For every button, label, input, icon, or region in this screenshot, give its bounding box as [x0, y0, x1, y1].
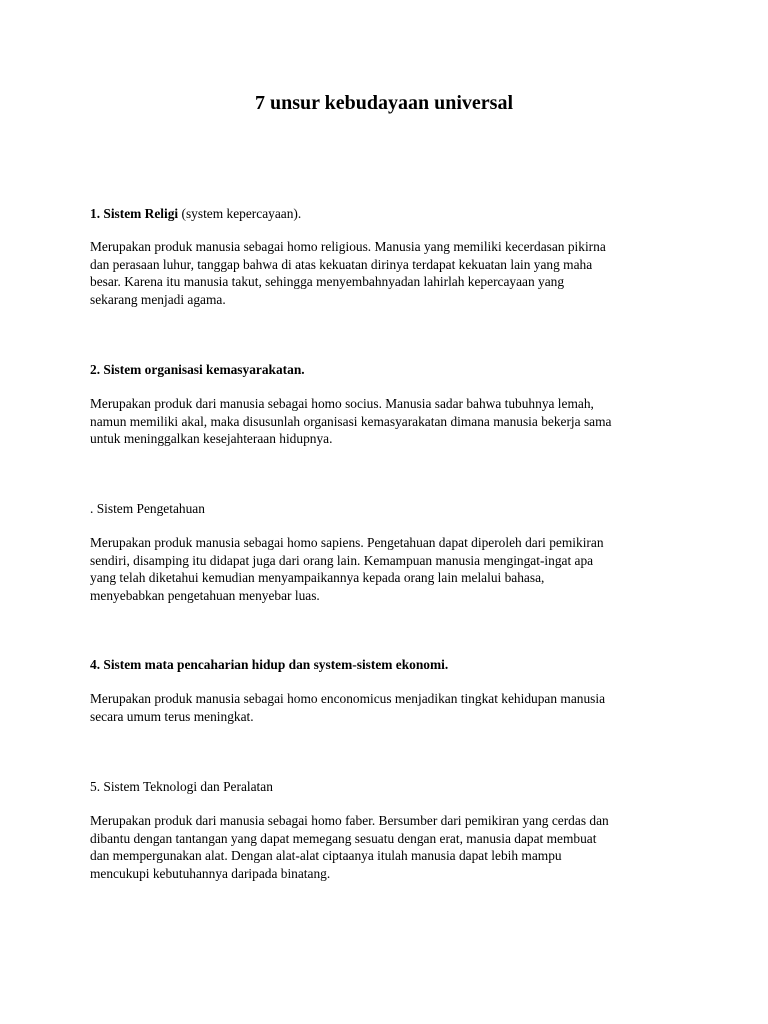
section-5-heading — [90, 778, 690, 796]
section-2-heading — [90, 361, 690, 379]
section-4-heading-bold: 4. Sistem mata pencaharian hidup dan system-sistem ekonomi. — [90, 657, 449, 672]
paragraph-line: namun memiliki akal, maka disusunlah organisasi kemasyarakatan dimana manusia bekerja sama — [90, 413, 612, 429]
section-3-heading — [90, 500, 690, 518]
paragraph-line: sendiri, disamping itu didapat juga dari orang lain. Kemampuan manusia mengingat-ingat apa — [90, 552, 594, 568]
section-4-paragraph — [90, 690, 690, 725]
paragraph-line: dan perasaan luhur, tanggap bahwa di atas kekuatan dirinya terdapat kekuatan lain yang maha — [90, 256, 593, 272]
section-2-paragraph — [90, 395, 690, 448]
section-4-heading — [90, 656, 690, 674]
paragraph-line: Merupakan produk dari manusia sebagai homo faber. Bersumber dari pemikiran yang cerdas dan — [90, 813, 609, 828]
section-5-paragraph — [90, 812, 690, 882]
document-title: 7 unsur kebudayaan universal — [254, 92, 514, 114]
paragraph-line: untuk meninggalkan kesejahteraan hidupnya. — [90, 431, 333, 446]
paragraph-line: secara umum terus meningkat. — [90, 708, 254, 724]
paragraph-line: dibantu dengan tantangan yang dapat memegang sesuatu dengan erat, manusia dapat membuat — [90, 830, 597, 846]
section-2-heading-bold: 2. Sistem organisasi kemasyarakatan. — [90, 362, 305, 377]
paragraph-line: yang telah diketahui kemudian menyampaikannya kepada orang lain melalui bahasa, — [90, 570, 545, 585]
section-1-paragraph — [90, 238, 690, 308]
paragraph-line: Merupakan produk manusia sebagai homo religious. Manusia yang memiliki kecerdasan pikirna — [90, 239, 606, 254]
paragraph-line: besar. Karena itu manusia takut, sehingga menyembahnyadan lahirlah kepercayaan yang — [90, 274, 565, 289]
paragraph-line: Merupakan produk dari manusia sebagai homo socius. Manusia sadar bahwa tubuhnya lemah, — [90, 396, 594, 411]
paragraph-line: Merupakan produk manusia sebagai homo enconomicus menjadikan tingkat kehidupan manusia — [90, 691, 606, 706]
paragraph-line: menyebabkan pengetahuan menyebar luas. — [90, 587, 320, 603]
section-3-paragraph — [90, 534, 690, 604]
paragraph-line: dan mempergunakan alat. Dengan alat-alat ciptaanya itulah manusia dapat lebih mampu — [90, 848, 562, 863]
section-5-heading-rest: 5. Sistem Teknologi dan Peralatan — [90, 779, 273, 794]
section-3-heading-rest: . Sistem Pengetahuan — [90, 501, 205, 516]
paragraph-line: Merupakan produk manusia sebagai homo sapiens. Pengetahuan dapat diperoleh dari pemikiran — [90, 535, 604, 550]
section-1-heading — [90, 205, 690, 223]
section-1-heading-bold: 1. Sistem Religi — [90, 206, 179, 221]
paragraph-line: mencukupi kebutuhannya daripada binatang. — [90, 865, 331, 881]
section-1-heading-rest: (system kepercayaan). — [178, 206, 302, 221]
paragraph-line: sekarang menjadi agama. — [90, 291, 226, 307]
